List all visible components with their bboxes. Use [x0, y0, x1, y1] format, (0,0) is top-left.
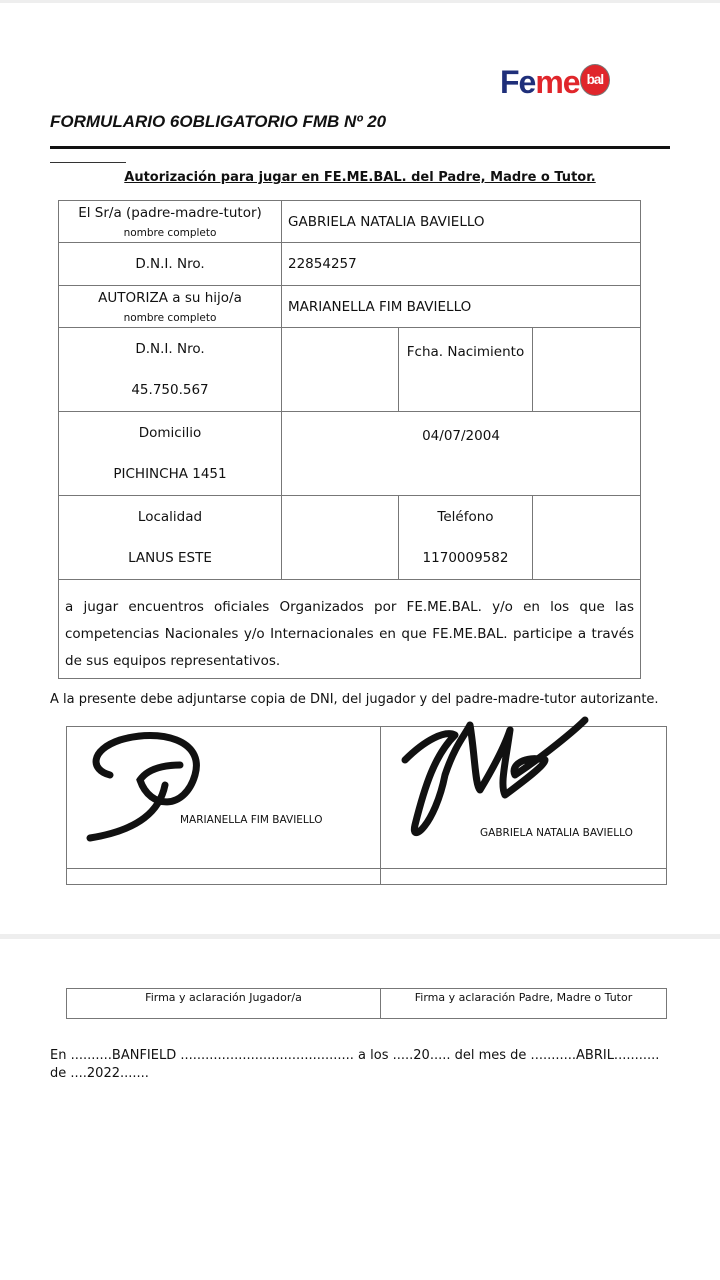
- empty-cell: [532, 495, 641, 580]
- empty-cell: [380, 868, 667, 885]
- label: Domicilio: [138, 424, 202, 441]
- guardian-label-cell: [58, 200, 282, 243]
- label: Localidad: [137, 508, 203, 525]
- guardian-signature-name: GABRIELA NATALIA BAVIELLO: [480, 827, 633, 839]
- locality-value: LANUS ESTE: [128, 550, 212, 567]
- child-dni-cell: [58, 327, 282, 412]
- guardian-signature-icon: [395, 705, 595, 845]
- guardian-name-field: GABRIELA NATALIA BAVIELLO: [281, 200, 641, 243]
- label: D.N.I. Nro.: [135, 340, 205, 357]
- phone-cell: [398, 495, 533, 580]
- form-title: FORMULARIO 6OBLIGATORIO FMB Nº 20: [50, 112, 387, 131]
- authorization-text: a jugar encuentros oficiales Organizados por FE.ME.BAL. y/o en los que las competencias Nacionales y/o Internacionales en que FE.ME.BAL. participe a través de sus equipos representativos.: [58, 579, 641, 679]
- child-dni-value: 45.750.567: [131, 382, 209, 399]
- authorizes-label-cell: [58, 285, 282, 328]
- empty-cell: [66, 868, 381, 885]
- address-value: PICHINCHA 1451: [113, 466, 227, 483]
- divider: [50, 146, 670, 149]
- attachment-note: A la presente debe adjuntarse copia de DNI, del jugador y del padre-madre-tutor autorizante.: [50, 692, 659, 707]
- label: Teléfono: [437, 508, 494, 525]
- birth-date-value: 04/07/2004: [281, 411, 641, 496]
- top-band: [0, 0, 720, 3]
- guardian-signature-caption: Firma y aclaración Padre, Madre o Tutor: [380, 988, 667, 1019]
- empty-cell: [532, 327, 641, 412]
- year-line: de ....2022.......: [50, 1066, 149, 1081]
- player-signature-icon: [80, 720, 220, 850]
- child-name-field: MARIANELLA FIM BAVIELLO: [281, 285, 641, 328]
- label: AUTORIZA a su hijo/a: [98, 289, 242, 306]
- place-date-line: En ..........BANFIELD .......................................... a los .....20..... del mes de ...........ABRIL...........: [50, 1048, 660, 1063]
- empty-cell: [281, 495, 399, 580]
- address-cell: [58, 411, 282, 496]
- phone-value: 1170009582: [422, 550, 509, 567]
- empty-cell: [281, 327, 399, 412]
- label: El Sr/a (padre-madre-tutor): [78, 204, 262, 221]
- player-signature-name: MARIANELLA FIM BAVIELLO: [180, 814, 323, 826]
- hint: nombre completo: [123, 226, 217, 239]
- locality-cell: [58, 495, 282, 580]
- hint: nombre completo: [123, 311, 217, 324]
- divider: [50, 162, 126, 163]
- femebal-logo: Feme bal: [500, 64, 580, 101]
- player-signature-caption: Firma y aclaración Jugador/a: [66, 988, 381, 1019]
- birth-label: Fcha. Nacimiento: [398, 327, 533, 412]
- guardian-dni-field: 22854257: [281, 242, 641, 286]
- page-separator: [0, 934, 720, 939]
- dni-label: D.N.I. Nro.: [58, 242, 282, 286]
- form-subtitle: Autorización para jugar en FE.ME.BAL. del Padre, Madre o Tutor.: [124, 170, 596, 185]
